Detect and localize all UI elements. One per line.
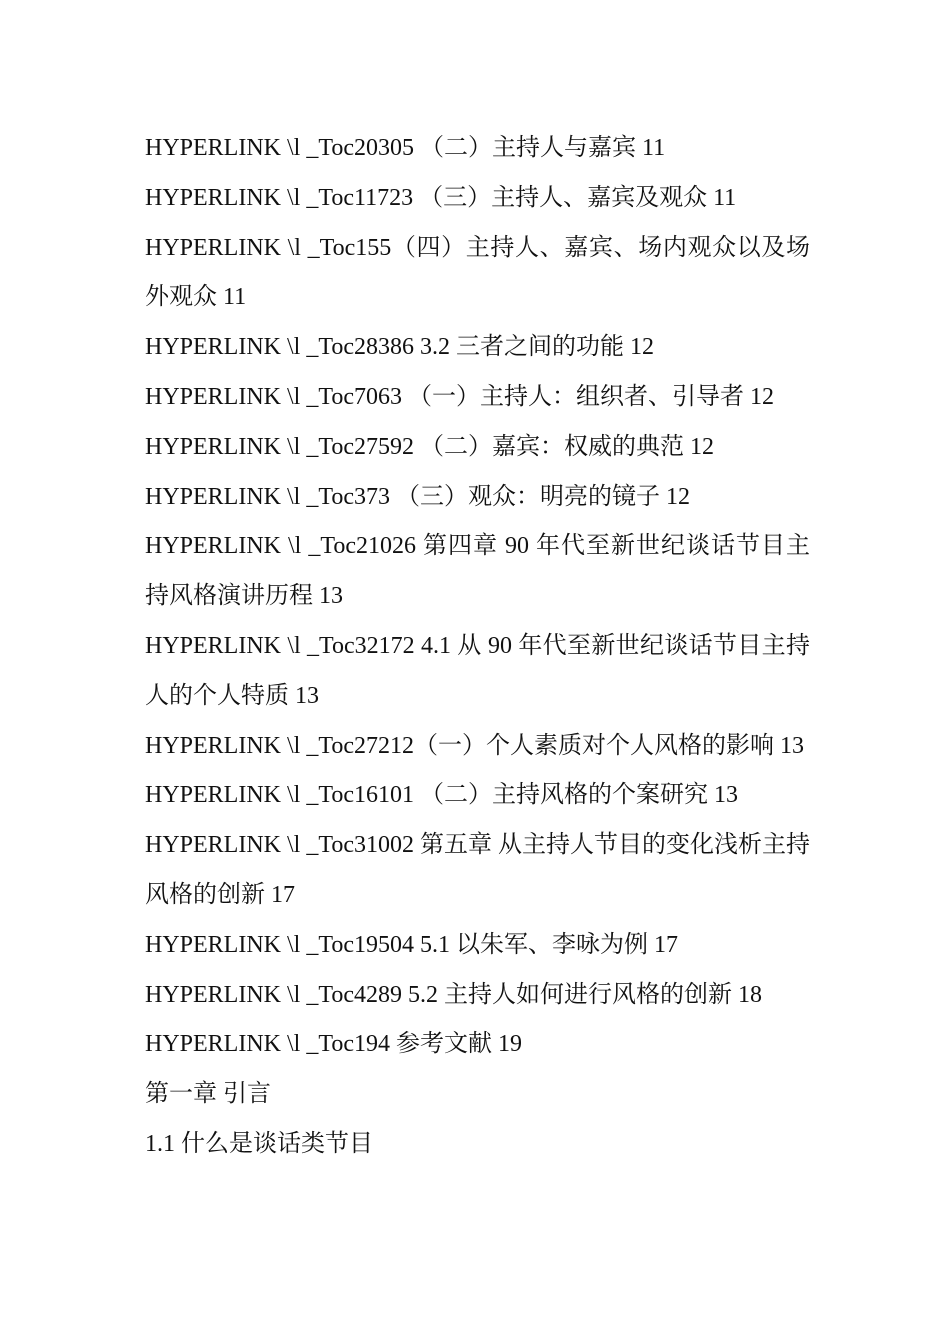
toc-entry[interactable]: HYPERLINK \l _Toc27212（一）个人素质对个人风格的影响 13 [145,732,804,759]
toc-entry[interactable]: HYPERLINK \l _Toc373 （三）观众：明亮的镜子 12 [145,483,690,510]
toc-entry[interactable]: HYPERLINK \l _Toc16101 （二）主持风格的个案研究 13 [145,782,738,809]
toc-entry[interactable]: HYPERLINK \l _Toc27592 （二）嘉宾：权威的典范 12 [145,433,714,460]
toc-entry[interactable]: HYPERLINK \l _Toc4289 5.2 主持人如何进行风格的创新 18 [145,981,762,1008]
chapter-heading: 第一章 引言 [145,1081,271,1108]
document-body [145,124,810,1170]
toc-entry[interactable]: HYPERLINK \l _Toc32172 4.1 从 90 年代至新世纪谈话节目主持人的个人特质 13 [145,632,810,709]
toc-entry[interactable]: HYPERLINK \l _Toc11723 （三）主持人、嘉宾及观众 11 [145,184,737,211]
toc-entry[interactable]: HYPERLINK \l _Toc31002 第五章 从主持人节目的变化浅析主持风格的创新 17 [145,832,810,908]
toc-entry[interactable]: HYPERLINK \l _Toc21026 第四章 90 年代至新世纪谈话节目主持风格演讲历程 13 [145,533,810,610]
toc-entry[interactable]: HYPERLINK \l _Toc7063 （一）主持人：组织者、引导者 12 [145,383,774,410]
toc-entry[interactable]: HYPERLINK \l _Toc155（四）主持人、嘉宾、场内观众以及场外观众 11 [145,234,810,311]
toc-entry[interactable]: HYPERLINK \l _Toc194 参考文献 19 [145,1031,522,1058]
toc-entry[interactable]: HYPERLINK \l _Toc19504 5.1 以朱军、李咏为例 17 [145,931,678,958]
toc-entry[interactable]: HYPERLINK \l _Toc20305 （二）主持人与嘉宾 11 [145,135,666,161]
toc-entry[interactable]: HYPERLINK \l _Toc28386 3.2 三者之间的功能 12 [145,334,654,361]
section-heading: 1.1 什么是谈话类节目 [145,1130,373,1157]
